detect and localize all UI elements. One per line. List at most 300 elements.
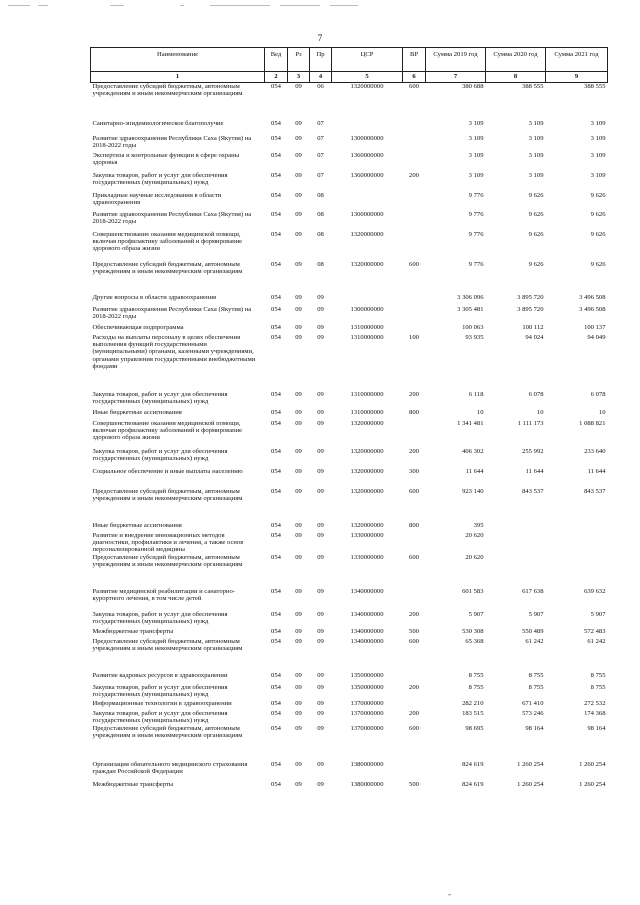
row-sum-2020: 9 626 bbox=[528, 210, 544, 218]
row-ved: 054 bbox=[271, 151, 281, 159]
row-ved: 054 bbox=[271, 447, 281, 455]
column-number: 6 bbox=[403, 72, 426, 83]
row-pr: 09 bbox=[317, 553, 324, 561]
row-sum-2020: 1 260 254 bbox=[517, 760, 544, 768]
row-sum-2020: 3 109 bbox=[528, 134, 544, 142]
row-sum-2020: 98 164 bbox=[525, 724, 544, 732]
row-ved: 054 bbox=[271, 333, 281, 341]
row-csr: 1310000000 bbox=[350, 333, 384, 341]
column-number: 8 bbox=[486, 72, 546, 83]
row-vr bbox=[403, 192, 426, 211]
row-pr: 06 bbox=[317, 83, 324, 90]
row-vr: 200 bbox=[409, 683, 419, 691]
table-row bbox=[91, 261, 608, 294]
table-row bbox=[91, 554, 608, 588]
row-sum-2019: 3 109 bbox=[468, 119, 484, 127]
row-sum-2020: 11 644 bbox=[525, 467, 544, 475]
row-csr bbox=[332, 120, 403, 135]
column-number: 5 bbox=[332, 72, 403, 83]
row-sum-2020: 8 755 bbox=[528, 683, 544, 691]
row-rz: 09 bbox=[295, 627, 302, 635]
row-sum-2020: 3 895 720 bbox=[517, 293, 544, 301]
row-rz: 09 bbox=[295, 210, 302, 218]
row-csr: 1300000000 bbox=[350, 305, 384, 313]
table-row bbox=[91, 672, 608, 684]
row-pr: 09 bbox=[317, 709, 324, 717]
row-sum-2020 bbox=[486, 522, 546, 532]
row-sum-2019: 3 109 bbox=[468, 134, 484, 142]
row-vr bbox=[403, 211, 426, 231]
row-sum-2021 bbox=[546, 522, 608, 532]
row-sum-2021: 3 496 508 bbox=[579, 293, 606, 301]
row-csr: 1380000000 bbox=[350, 760, 384, 768]
row-vr: 500 bbox=[409, 627, 419, 635]
row-vr: 600 bbox=[409, 83, 419, 90]
row-rz: 09 bbox=[295, 637, 302, 645]
table-row bbox=[91, 488, 608, 522]
row-csr bbox=[332, 192, 403, 211]
table-row bbox=[91, 611, 608, 628]
row-name: Межбюджетные трансферты bbox=[92, 627, 174, 635]
row-vr: 500 bbox=[409, 780, 419, 788]
header-row bbox=[91, 48, 608, 72]
table-row bbox=[91, 231, 608, 261]
row-sum-2020: 671 410 bbox=[522, 699, 544, 707]
row-pr: 09 bbox=[317, 419, 324, 427]
table-row bbox=[91, 172, 608, 192]
row-rz: 09 bbox=[295, 333, 302, 341]
row-csr: 1320000000 bbox=[350, 467, 384, 475]
row-sum-2019: 183 515 bbox=[462, 709, 484, 717]
row-sum-2020: 617 638 bbox=[522, 587, 544, 595]
row-sum-2021: 3 109 bbox=[590, 134, 606, 142]
row-ved: 054 bbox=[271, 119, 281, 127]
row-csr: 1360000000 bbox=[350, 151, 384, 159]
row-sum-2020 bbox=[486, 554, 546, 588]
row-pr: 08 bbox=[317, 191, 324, 199]
row-csr: 1300000000 bbox=[350, 210, 384, 218]
row-csr: 1340000000 bbox=[350, 627, 384, 635]
row-rz: 09 bbox=[295, 671, 302, 679]
row-pr: 07 bbox=[317, 151, 324, 159]
row-sum-2020: 8 755 bbox=[528, 671, 544, 679]
row-vr: 600 bbox=[409, 260, 419, 268]
row-sum-2020 bbox=[486, 532, 546, 554]
row-pr: 09 bbox=[317, 293, 324, 301]
table-header bbox=[91, 48, 608, 83]
row-sum-2020: 6 078 bbox=[528, 390, 544, 398]
header-cell: ВР bbox=[403, 48, 426, 72]
table-row bbox=[91, 391, 608, 409]
row-vr bbox=[403, 588, 426, 611]
table-row bbox=[91, 684, 608, 700]
row-csr bbox=[332, 294, 403, 306]
row-ved: 054 bbox=[271, 230, 281, 238]
row-rz: 09 bbox=[295, 699, 302, 707]
row-csr: 1320000000 bbox=[350, 230, 384, 238]
row-vr bbox=[403, 306, 426, 324]
row-sum-2019: 406 302 bbox=[462, 447, 484, 455]
row-sum-2021: 3 109 bbox=[590, 151, 606, 159]
row-sum-2019: 601 583 bbox=[462, 587, 484, 595]
row-rz: 09 bbox=[295, 171, 302, 179]
row-sum-2019: 824 619 bbox=[462, 780, 484, 788]
row-name: Развитие кадровых ресурсов в здравоохранении bbox=[92, 671, 228, 679]
row-rz: 09 bbox=[295, 487, 302, 495]
row-csr: 1350000000 bbox=[350, 683, 384, 691]
row-ved: 054 bbox=[271, 610, 281, 618]
row-sum-2020: 100 112 bbox=[522, 323, 544, 331]
row-rz: 09 bbox=[295, 610, 302, 618]
header-cell: Сумма 2019 год bbox=[426, 48, 486, 72]
row-sum-2019: 282 210 bbox=[462, 699, 484, 707]
header-cell: ЦСР bbox=[332, 48, 403, 72]
row-ved: 054 bbox=[271, 671, 281, 679]
row-vr: 200 bbox=[409, 447, 419, 455]
row-name: Развитие и внедрение инновационных методов диагностики, профилактики и лечения, а также основ персонализированной медицины bbox=[92, 531, 244, 554]
row-name: Развитие медицинской реабилитации и санаторно-курортного лечения, в том числе детей bbox=[92, 587, 235, 603]
row-pr: 07 bbox=[317, 171, 324, 179]
table-row bbox=[91, 448, 608, 468]
row-rz: 09 bbox=[295, 683, 302, 691]
header-cell: Рз bbox=[288, 48, 310, 72]
row-ved: 054 bbox=[271, 683, 281, 691]
row-rz: 09 bbox=[295, 134, 302, 142]
row-vr: 800 bbox=[409, 521, 419, 529]
row-vr: 200 bbox=[409, 171, 419, 179]
row-sum-2021: 9 626 bbox=[590, 191, 606, 199]
row-pr: 09 bbox=[317, 683, 324, 691]
row-sum-2019: 65 368 bbox=[465, 637, 484, 645]
row-vr bbox=[403, 532, 426, 554]
row-ved: 054 bbox=[271, 467, 281, 475]
row-vr: 600 bbox=[409, 553, 419, 561]
row-sum-2021: 10 bbox=[598, 408, 606, 416]
table-row bbox=[91, 192, 608, 211]
row-rz: 09 bbox=[295, 553, 302, 561]
row-sum-2021 bbox=[546, 532, 608, 554]
row-csr: 1340000000 bbox=[350, 587, 384, 595]
row-vr: 600 bbox=[409, 724, 419, 732]
row-rz: 09 bbox=[295, 447, 302, 455]
row-rz: 09 bbox=[295, 760, 302, 768]
row-pr: 09 bbox=[317, 760, 324, 768]
row-rz: 09 bbox=[295, 323, 302, 331]
row-csr: 1310000000 bbox=[350, 390, 384, 398]
row-vr bbox=[403, 672, 426, 684]
row-name: Обеспечивающая подпрограмма bbox=[92, 323, 184, 331]
row-sum-2020: 1 260 254 bbox=[517, 780, 544, 788]
row-name: Иные бюджетные ассигнования bbox=[92, 408, 182, 416]
row-pr: 09 bbox=[317, 671, 324, 679]
table-row bbox=[91, 409, 608, 420]
row-name: Организация обязательного медицинского страхования граждан Российской Федерации bbox=[92, 760, 248, 776]
row-sum-2020: 388 555 bbox=[522, 83, 544, 90]
row-pr: 09 bbox=[317, 610, 324, 618]
column-number: 4 bbox=[310, 72, 332, 83]
row-ved: 054 bbox=[271, 171, 281, 179]
row-vr: 800 bbox=[409, 408, 419, 416]
row-sum-2019: 1 341 481 bbox=[457, 419, 484, 427]
row-vr bbox=[403, 761, 426, 781]
row-ved: 054 bbox=[271, 134, 281, 142]
row-sum-2019: 380 688 bbox=[462, 83, 484, 90]
row-rz: 09 bbox=[295, 419, 302, 427]
row-sum-2021: 1 088 821 bbox=[579, 419, 606, 427]
table-row bbox=[91, 324, 608, 334]
row-name: Закупка товаров, работ и услуг для обеспечения государственных (муниципальных) нужд bbox=[92, 447, 228, 462]
row-pr: 09 bbox=[317, 408, 324, 416]
row-csr: 1350000000 bbox=[350, 671, 384, 679]
row-sum-2020: 3 109 bbox=[528, 119, 544, 127]
row-pr: 07 bbox=[317, 119, 324, 127]
row-csr: 1370000000 bbox=[350, 724, 384, 732]
row-sum-2020: 843 537 bbox=[522, 487, 544, 495]
row-name: Расходы на выплаты персоналу в целях обеспечения выполнения функций государственными (муниципальными) органами, казенными учреждениями, органами управления государственными внебюджетными фондами bbox=[92, 333, 256, 371]
row-sum-2019: 9 776 bbox=[468, 210, 484, 218]
row-pr: 08 bbox=[317, 230, 324, 238]
row-rz: 09 bbox=[295, 191, 302, 199]
row-ved: 054 bbox=[271, 191, 281, 199]
row-sum-2019: 3 109 bbox=[468, 151, 484, 159]
row-sum-2019: 923 140 bbox=[462, 487, 484, 495]
row-csr: 1320000000 bbox=[350, 487, 384, 495]
table-row bbox=[91, 468, 608, 488]
row-sum-2019: 5 907 bbox=[468, 610, 484, 618]
row-ved: 054 bbox=[271, 627, 281, 635]
row-sum-2020: 550 489 bbox=[522, 627, 544, 635]
row-sum-2021: 98 164 bbox=[587, 724, 606, 732]
row-name: Санитарно-эпидемиологическое благополучие bbox=[92, 119, 224, 127]
row-sum-2021: 11 644 bbox=[587, 467, 606, 475]
row-name: Иные бюджетные ассигнования bbox=[92, 521, 182, 529]
row-sum-2020: 9 626 bbox=[528, 260, 544, 268]
row-sum-2019: 6 118 bbox=[468, 390, 484, 398]
row-sum-2019: 100 063 bbox=[462, 323, 484, 331]
row-sum-2019: 824 619 bbox=[462, 760, 484, 768]
row-ved: 054 bbox=[271, 780, 281, 788]
row-sum-2021: 61 242 bbox=[587, 637, 606, 645]
row-sum-2021: 3 109 bbox=[590, 171, 606, 179]
row-rz: 09 bbox=[295, 305, 302, 313]
row-sum-2019: 530 308 bbox=[462, 627, 484, 635]
row-name: Предоставление субсидий бюджетным, автономным учреждениям и иным некоммерческим организациям bbox=[92, 260, 243, 275]
row-rz: 09 bbox=[295, 709, 302, 717]
row-pr: 08 bbox=[317, 260, 324, 268]
row-sum-2019: 395 bbox=[473, 521, 484, 529]
table-row bbox=[91, 135, 608, 152]
row-vr bbox=[403, 231, 426, 261]
row-csr: 1340000000 bbox=[350, 637, 384, 645]
row-sum-2020: 61 242 bbox=[525, 637, 544, 645]
row-rz: 09 bbox=[295, 408, 302, 416]
row-sum-2020: 3 895 720 bbox=[517, 305, 544, 313]
table-row bbox=[91, 588, 608, 611]
row-sum-2019: 3 305 481 bbox=[457, 305, 484, 313]
row-pr: 09 bbox=[317, 305, 324, 313]
table-row bbox=[91, 294, 608, 306]
row-vr: 200 bbox=[409, 610, 419, 618]
column-number: 1 bbox=[91, 72, 265, 83]
header-cell: Вед bbox=[265, 48, 288, 72]
row-csr: 1310000000 bbox=[350, 323, 384, 331]
row-name: Межбюджетные трансферты bbox=[92, 780, 174, 788]
row-name: Предоставление субсидий бюджетным, автономным учреждениям и иным некоммерческим организациям bbox=[92, 83, 243, 98]
row-csr: 1360000000 bbox=[350, 171, 384, 179]
row-pr: 09 bbox=[317, 699, 324, 707]
row-pr: 09 bbox=[317, 627, 324, 635]
row-sum-2021: 8 755 bbox=[590, 683, 606, 691]
column-number: 7 bbox=[426, 72, 486, 83]
row-rz: 09 bbox=[295, 467, 302, 475]
row-csr: 1320000000 bbox=[350, 521, 384, 529]
row-sum-2019: 20 620 bbox=[465, 531, 484, 539]
row-sum-2019: 93 935 bbox=[465, 333, 484, 341]
row-name: Закупка товаров, работ и услуг для обеспечения государственных (муниципальных) нужд bbox=[92, 390, 228, 405]
row-sum-2020: 3 109 bbox=[528, 151, 544, 159]
row-pr: 09 bbox=[317, 587, 324, 595]
row-pr: 09 bbox=[317, 724, 324, 732]
row-sum-2020: 1 111 173 bbox=[517, 419, 544, 427]
row-sum-2021: 9 626 bbox=[590, 260, 606, 268]
row-sum-2021: 94 049 bbox=[587, 333, 606, 341]
row-name: Экспертиза и контрольные функции в сфере охраны здоровья bbox=[92, 151, 240, 166]
row-ved: 054 bbox=[271, 487, 281, 495]
row-name: Информационные технологии в здравоохранении bbox=[92, 699, 232, 707]
row-rz: 09 bbox=[295, 151, 302, 159]
table-row bbox=[91, 628, 608, 638]
row-vr: 200 bbox=[409, 390, 419, 398]
row-sum-2020: 255 992 bbox=[522, 447, 544, 455]
row-vr: 600 bbox=[409, 637, 419, 645]
scan-edge-marks bbox=[0, 0, 640, 12]
row-name: Закупка товаров, работ и услуг для обеспечения государственных (муниципальных) нужд bbox=[92, 683, 228, 699]
row-sum-2019: 9 776 bbox=[468, 191, 484, 199]
row-sum-2021: 9 626 bbox=[590, 230, 606, 238]
row-ved: 054 bbox=[271, 408, 281, 416]
row-name: Закупка товаров, работ и услуг для обеспечения государственных (муниципальных) нужд bbox=[92, 709, 228, 725]
row-name: Социальное обеспечение и иные выплаты населению bbox=[92, 467, 243, 475]
row-pr: 09 bbox=[317, 323, 324, 331]
row-name: Предоставление субсидий бюджетным, автономным учреждениям и иным некоммерческим организациям bbox=[92, 553, 243, 569]
column-number: 3 bbox=[288, 72, 310, 83]
row-name: Развитие здравоохранения Республики Саха (Якутия) на 2018-2022 годы bbox=[92, 305, 252, 320]
row-sum-2021: 3 496 508 bbox=[579, 305, 606, 313]
row-ved: 054 bbox=[271, 587, 281, 595]
row-sum-2021: 5 907 bbox=[590, 610, 606, 618]
row-vr bbox=[403, 324, 426, 334]
table-row bbox=[91, 83, 608, 120]
column-number: 9 bbox=[546, 72, 608, 83]
row-sum-2021: 843 537 bbox=[584, 487, 606, 495]
row-sum-2020: 9 626 bbox=[528, 191, 544, 199]
row-ved: 054 bbox=[271, 260, 281, 268]
row-sum-2019: 8 755 bbox=[468, 683, 484, 691]
row-vr bbox=[403, 294, 426, 306]
row-sum-2021: 8 755 bbox=[590, 671, 606, 679]
table-row bbox=[91, 700, 608, 710]
row-csr: 1370000000 bbox=[350, 709, 384, 717]
row-pr: 07 bbox=[317, 134, 324, 142]
row-sum-2019: 9 776 bbox=[468, 230, 484, 238]
row-csr: 1320000000 bbox=[350, 83, 384, 90]
row-sum-2021: 272 532 bbox=[584, 699, 606, 707]
row-sum-2021: 9 626 bbox=[590, 210, 606, 218]
row-name: Развитие здравоохранения Республики Саха (Якутия) на 2018-2022 годы bbox=[92, 134, 252, 149]
table-row bbox=[91, 710, 608, 725]
row-csr: 1330000000 bbox=[350, 531, 384, 539]
row-ved: 054 bbox=[271, 637, 281, 645]
scan-artifact: - bbox=[448, 889, 451, 899]
table-row bbox=[91, 120, 608, 135]
row-vr bbox=[403, 120, 426, 135]
row-vr: 100 bbox=[409, 333, 419, 341]
row-ved: 054 bbox=[271, 305, 281, 313]
row-csr: 1370000000 bbox=[350, 699, 384, 707]
row-vr: 300 bbox=[409, 467, 419, 475]
column-number: 2 bbox=[265, 72, 288, 83]
table-row bbox=[91, 532, 608, 554]
table-row bbox=[91, 638, 608, 672]
row-pr: 09 bbox=[317, 333, 324, 341]
row-rz: 09 bbox=[295, 390, 302, 398]
row-ved: 054 bbox=[271, 521, 281, 529]
row-ved: 054 bbox=[271, 760, 281, 768]
row-ved: 054 bbox=[271, 709, 281, 717]
row-rz: 09 bbox=[295, 531, 302, 539]
row-pr: 09 bbox=[317, 447, 324, 455]
row-csr: 1330000000 bbox=[350, 553, 384, 561]
row-sum-2020: 3 109 bbox=[528, 171, 544, 179]
row-sum-2021: 572 483 bbox=[584, 627, 606, 635]
row-pr: 09 bbox=[317, 531, 324, 539]
row-sum-2020: 9 626 bbox=[528, 230, 544, 238]
row-sum-2019: 8 755 bbox=[468, 671, 484, 679]
row-rz: 09 bbox=[295, 587, 302, 595]
row-ved: 054 bbox=[271, 390, 281, 398]
row-rz: 09 bbox=[295, 83, 302, 90]
row-ved: 054 bbox=[271, 699, 281, 707]
row-rz: 09 bbox=[295, 230, 302, 238]
row-name: Прикладные научные исследования в области здравоохранения bbox=[92, 191, 222, 206]
row-name: Совершенствование оказания медицинской помощи, включая профилактику заболеваний и формирование здорового образа жизни bbox=[92, 419, 243, 442]
row-pr: 09 bbox=[317, 390, 324, 398]
row-sum-2021: 388 555 bbox=[584, 83, 606, 90]
row-sum-2020: 94 024 bbox=[525, 333, 544, 341]
row-pr: 09 bbox=[317, 521, 324, 529]
table-row bbox=[91, 522, 608, 532]
row-name: Закупка товаров, работ и услуг для обеспечения государственных (муниципальных) нужд bbox=[92, 171, 228, 186]
row-csr: 1300000000 bbox=[350, 134, 384, 142]
table-body bbox=[91, 83, 608, 796]
row-sum-2021: 6 078 bbox=[590, 390, 606, 398]
row-name: Предоставление субсидий бюджетным, автономным учреждениям и иным некоммерческим организациям bbox=[92, 637, 243, 653]
header-cell: Сумма 2020 год bbox=[486, 48, 546, 72]
row-pr: 09 bbox=[317, 780, 324, 788]
row-rz: 09 bbox=[295, 521, 302, 529]
row-name: Предоставление субсидий бюджетным, автономным учреждениям и иным некоммерческим организациям bbox=[92, 487, 243, 502]
row-name: Развитие здравоохранения Республики Саха (Якутия) на 2018-2022 годы bbox=[92, 210, 252, 225]
row-sum-2021: 233 640 bbox=[584, 447, 606, 455]
header-cell: Пр bbox=[310, 48, 332, 72]
row-vr bbox=[403, 135, 426, 152]
table-row bbox=[91, 761, 608, 781]
row-sum-2021: 174 368 bbox=[584, 709, 606, 717]
row-sum-2019: 3 306 096 bbox=[457, 293, 484, 301]
row-rz: 09 bbox=[295, 119, 302, 127]
table-row bbox=[91, 420, 608, 448]
row-sum-2019: 98 695 bbox=[465, 724, 484, 732]
